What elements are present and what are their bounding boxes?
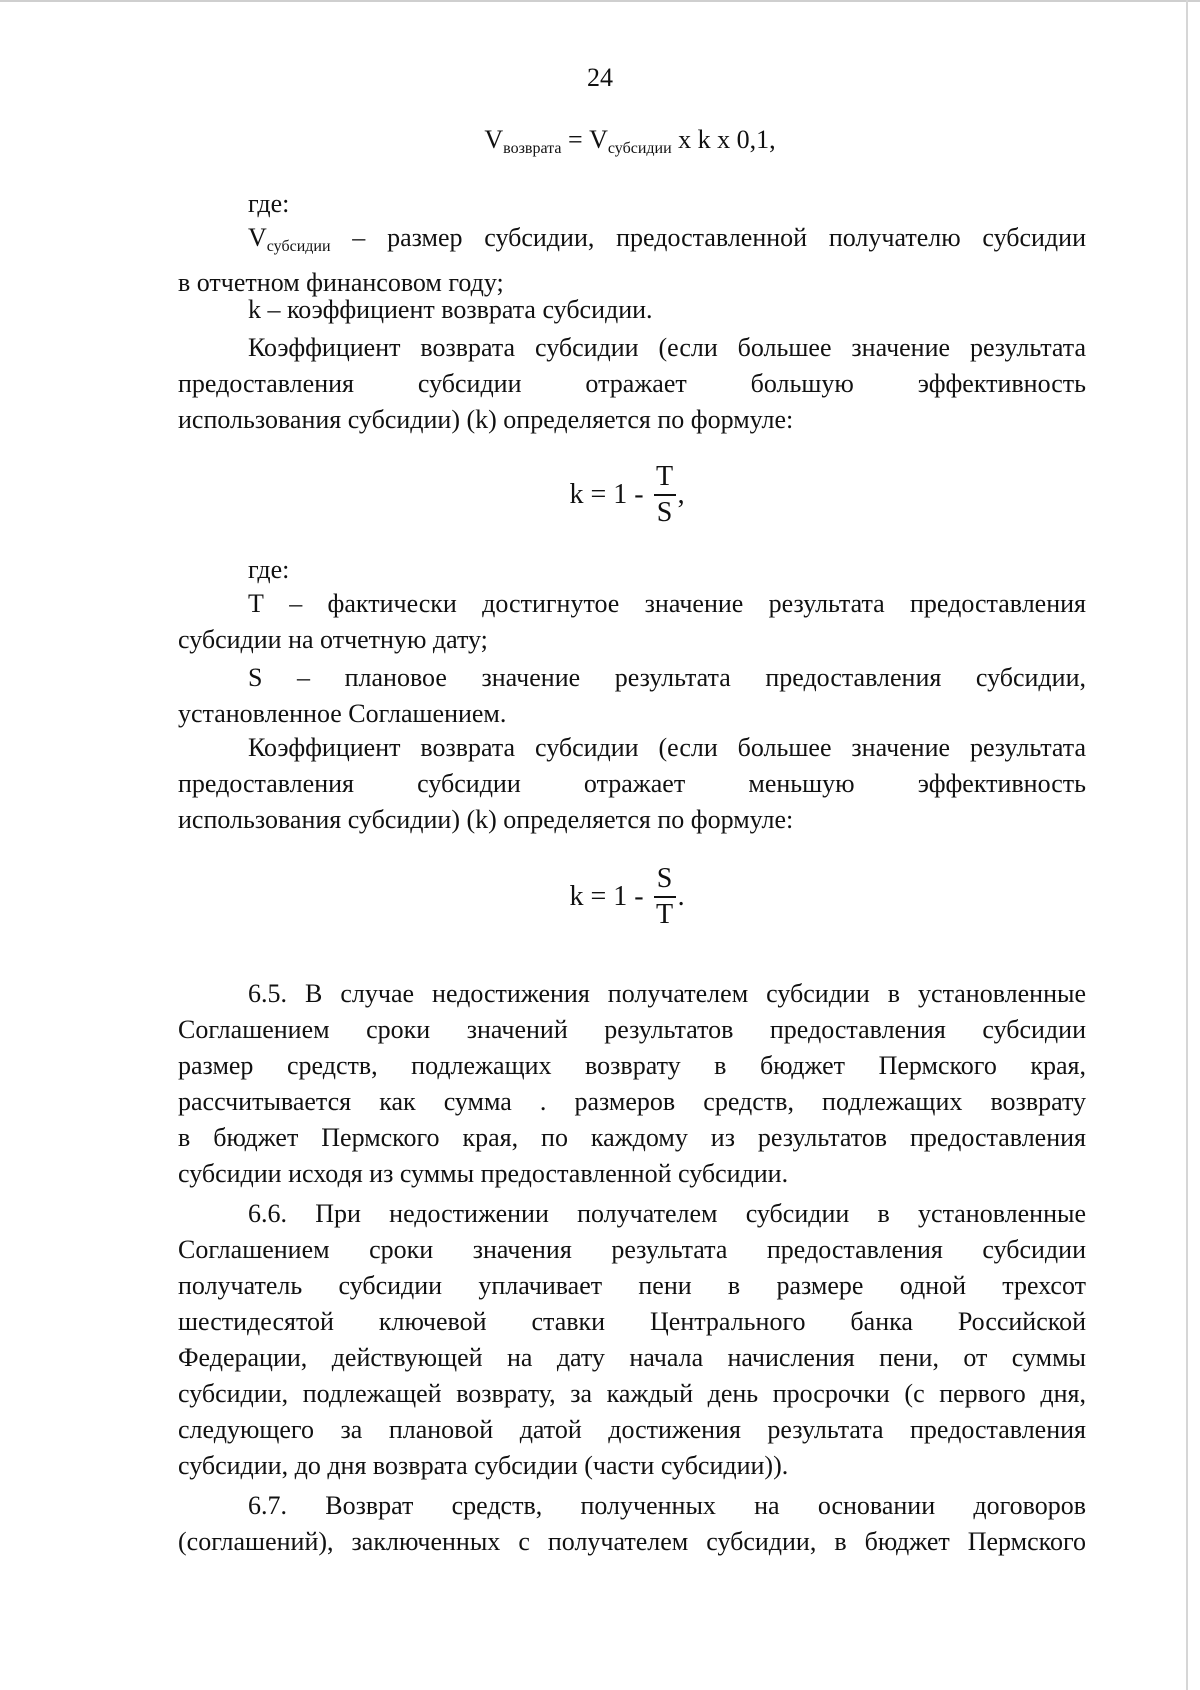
- paragraph-coefficient-1: Коэффициент возврата субсидии (если большее значение результата предоставления субсидии отражает большую эффективность использования субсидии) (k) определяется по формуле:: [178, 333, 1086, 434]
- paragraph-6-6: 6.6. При недостижении получателем субсидии в установленные Соглашением сроки значения результата предоставления субсидии получатель субсидии уплачивает пени в размере одной трехсот шестидесятой ключевой ставки Центрального банка Российской Федерации, действующей на дату начала начисления пени, от суммы субсидии, подлежащей возврату, за каждый день просрочки (с первого дня, следующего за плановой датой достижения результата предоставления субсидии, до дня возврата субсидии (части субсидии)).: [178, 1199, 1086, 1480]
- page-number: 24: [587, 63, 613, 92]
- formula-k-2: k = 1 - $\frac{S}{T}$ .: [569, 863, 685, 930]
- definition-k: k – коэффициент возврата субсидии.: [248, 295, 653, 324]
- where-label: где:: [248, 189, 290, 218]
- scan-edge: [0, 0, 1200, 2]
- definition-s: S – плановое значение результата предоставления субсидии, установленное Соглашением.: [178, 663, 1086, 728]
- formula-k-1: k = 1 - $\frac{T}{S}$ ,: [569, 461, 685, 528]
- formula-return-volume: $V_{возврата} = V_{субсидии}$ x k x 0,1,: [484, 125, 776, 157]
- fraction: $\frac{T}{S}$: [654, 460, 676, 530]
- scan-edge: [1186, 0, 1188, 1690]
- paragraph-6-5: 6.5. В случае недостижения получателем субсидии в установленные Соглашением сроки значений результатов предоставления субсидии размер средств, подлежащих возврату в бюджет Пермского края, рассчитывается как сумма . размеров средств, подлежащих возврату в бюджет Пермского края, по каждому из результатов предоставления субсидии исходя из суммы предоставленной субсидии.: [178, 979, 1086, 1188]
- paragraph-6-7: 6.7. Возврат средств, полученных на основании договоров (соглашений), заключенных с получателем субсидии, в бюджет Пермского: [178, 1491, 1086, 1556]
- where-label: где:: [248, 555, 290, 584]
- paragraph-coefficient-2: Коэффициент возврата субсидии (если большее значение результата предоставления субсидии отражает меньшую эффективность использования субсидии) (k) определяется по формуле:: [178, 733, 1086, 834]
- fraction: $\frac{S}{T}$: [654, 862, 676, 932]
- definition-t: Т – фактически достигнутое значение результата предоставления субсидии на отчетную дату;: [178, 589, 1086, 654]
- definition-v: $V_{субсидии}$ – размер субсидии, предоставленной получателю субсидии в отчетном финансовом году;: [178, 223, 1086, 297]
